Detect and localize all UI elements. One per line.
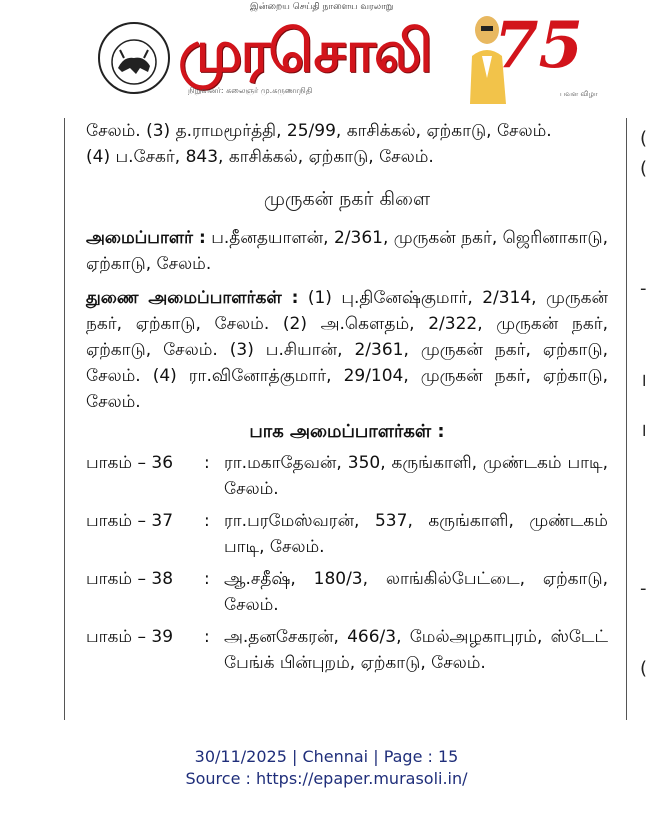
masthead: [0, 0, 653, 112]
masthead-tagline: இன்றைய செய்தி நாளைய வரலாறு: [250, 2, 394, 12]
booth-colon: :: [204, 453, 210, 473]
jubilee-caption: பவள விழா: [560, 90, 598, 98]
glyph-fragment: -: [640, 578, 647, 599]
booth-colon: :: [204, 569, 210, 589]
party-emblem-logo: [98, 22, 170, 94]
booth-part: பாகம் – 36: [86, 453, 174, 473]
deputy-paragraph: [86, 285, 608, 415]
booth-colon: :: [204, 511, 210, 531]
source-url: Source : https://epaper.murasoli.in/: [185, 769, 468, 788]
booth-row: [86, 508, 608, 566]
column-rule-right: [626, 118, 627, 720]
newspaper-brand: முரசொலி: [178, 17, 431, 85]
booth-part: பாகம் – 38: [86, 569, 174, 589]
jubilee-number: 75: [494, 8, 584, 83]
deputy-text: (1) பு.தினேஷ்குமார், 2/314, முருகன் நகர், ஏற்காடு, சேலம். (2) அ.கௌதம், 2/322, முருகன் நகர், ஏற்காடு, சேலம். (3) ப.சியான், 2/361, முருகன் நகர், ஏற்காடு, சேலம். (4) ரா.வினோத்குமார், 29/104, முருகன் நகர், ஏற்காடு, சேலம்.: [86, 288, 609, 412]
glyph-fragment: (: [640, 158, 648, 179]
paragraph-gap: [86, 277, 608, 285]
source-footer: [0, 746, 653, 790]
lead-line-1: சேலம். (3) த.ராமமூர்த்தி, 25/99, காசிக்கல், ஏற்காடு, சேலம்.: [86, 121, 552, 141]
booth-row: [86, 450, 608, 508]
lead-line-2: (4) ப.சேகர், 843, காசிக்கல், ஏற்காடு, சேலம்.: [86, 147, 434, 167]
booth-entry: ஆ.சதீஷ், 180/3, லாங்கில்பேட்டை, ஏற்காடு, சேலம்.: [224, 569, 608, 615]
booth-heading: பாக அமைப்பாளர்கள் :: [249, 421, 445, 442]
article-column: [86, 118, 608, 682]
organizer-text: ப.தீனதயாளன், 2/361, முருகன் நகர், ஜெரினாகாடு, ஏற்காடு, சேலம்.: [86, 228, 608, 274]
column-rule-left: [64, 118, 65, 720]
booth-entry: அ.தனசேகரன், 466/3, மேல்அழகாபுரம், ஸ்டேட் பேங்க் பின்புறம், ஏற்காடு, சேலம்.: [224, 627, 608, 673]
date-city-page: 30/11/2025 | Chennai | Page : 15: [194, 747, 459, 766]
branch-heading: முருகன் நகர் கிளை: [263, 188, 431, 210]
booth-entry: ரா.மகாதேவன், 350, கருங்காளி, முண்டகம் பாடி, சேலம்.: [224, 453, 608, 499]
glyph-fragment: ।: [640, 370, 647, 391]
glyph-fragment: (: [640, 128, 648, 149]
adjacent-column-fragment: [640, 118, 653, 720]
bull-emblem-icon: [110, 38, 158, 90]
glyph-fragment: ।: [640, 420, 647, 441]
booth-colon: :: [204, 627, 210, 647]
organizer-paragraph: [86, 225, 608, 277]
booth-part: பாகம் – 37: [86, 511, 174, 531]
glyph-fragment: -: [640, 278, 647, 299]
booth-entry: ரா.பரமேஸ்வரன், 537, கருங்காளி, முண்டகம் பாடி, சேலம்.: [224, 511, 608, 557]
booth-part: பாகம் – 39: [86, 627, 174, 647]
booth-row: [86, 624, 608, 682]
masthead-founder: நிறுவனர்: கலைஞர் மு.கருணாநிதி: [188, 86, 313, 95]
deputy-label: துணை அமைப்பாளர்கள் :: [86, 288, 299, 308]
booth-row: [86, 566, 608, 624]
glyph-fragment: (: [640, 658, 648, 679]
organizer-label: அமைப்பாளர் :: [86, 228, 206, 248]
